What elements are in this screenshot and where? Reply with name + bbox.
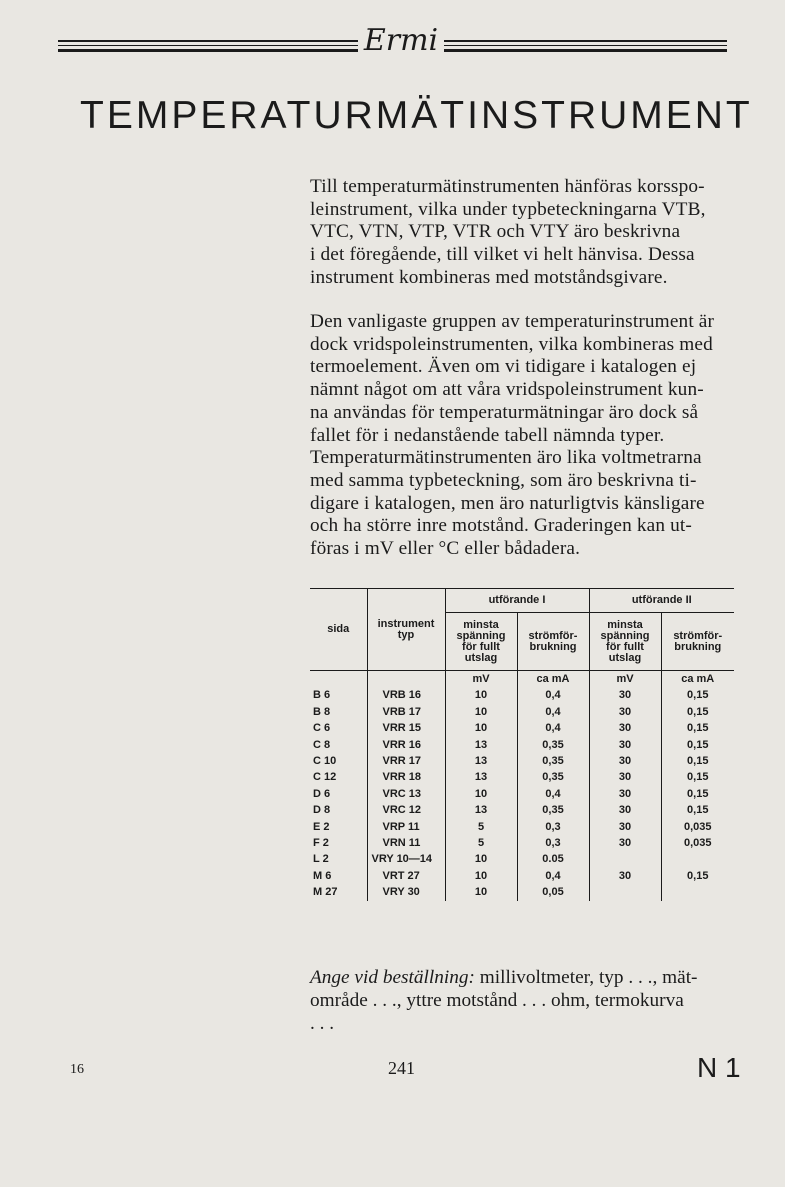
cell-voltage-2: 30 bbox=[589, 687, 661, 703]
col-header-instrument: instrument typ bbox=[367, 589, 445, 671]
cell-sida: C 6 bbox=[310, 720, 367, 736]
cell-typ: VRP 11 bbox=[367, 819, 445, 835]
cell-voltage-1: 10 bbox=[445, 868, 517, 884]
cell-voltage-2: 30 bbox=[589, 868, 661, 884]
cell-sida: C 10 bbox=[310, 753, 367, 769]
unit-cell: mV bbox=[445, 671, 517, 688]
cell-current-2: 0,035 bbox=[683, 820, 712, 833]
text-line: nämnt något om att våra vridspoleinstrument kun- bbox=[310, 379, 704, 401]
text-line: digare i katalogen, men äro naturligtvis känsligare bbox=[310, 492, 705, 514]
table-row bbox=[310, 835, 734, 851]
cell-voltage-2: 30 bbox=[589, 720, 661, 736]
cell-voltage-2: 30 bbox=[589, 737, 661, 753]
table-row bbox=[310, 687, 734, 703]
cell-voltage-2 bbox=[589, 851, 661, 867]
cell-voltage-1: 5 bbox=[445, 835, 517, 851]
cell-voltage-1: 13 bbox=[445, 737, 517, 753]
cell-current-1: 0,4 bbox=[517, 786, 589, 802]
empty-cell bbox=[367, 671, 445, 688]
cell-current-1: 0,4 bbox=[517, 704, 589, 720]
cell-current-1: 0,05 bbox=[517, 884, 589, 900]
cell-current-2: 0,15 bbox=[687, 804, 709, 817]
cell-current-2: 0,15 bbox=[687, 755, 709, 768]
cell-voltage-1: 13 bbox=[445, 769, 517, 785]
text-line: termoelement. Även om vi tidigare i katalogen ej bbox=[310, 356, 697, 378]
table-row bbox=[310, 819, 734, 835]
cell-current-1: 0.05 bbox=[517, 851, 589, 867]
table-row bbox=[310, 704, 734, 720]
cell-typ: VRB 17 bbox=[367, 704, 445, 720]
instrument-table bbox=[310, 588, 734, 901]
cell-current-2: 0,15 bbox=[687, 787, 709, 800]
cell-current-1: 0,3 bbox=[517, 835, 589, 851]
cell-current-2: 0,15 bbox=[687, 689, 709, 702]
order-line-3: . . . bbox=[310, 1013, 335, 1034]
cell-current-2: 0,15 bbox=[687, 869, 709, 882]
section-label: N 1 bbox=[697, 1052, 741, 1083]
instrument-table-wrapper bbox=[310, 588, 734, 901]
cell-voltage-2: 30 bbox=[589, 753, 661, 769]
order-line-2: område . . ., yttre motstånd . . . ohm, termokurva bbox=[310, 990, 684, 1011]
table-row bbox=[310, 868, 734, 884]
order-line-1 bbox=[310, 966, 742, 989]
cell-current-1: 0,4 bbox=[517, 720, 589, 736]
cell-typ: VRB 16 bbox=[367, 687, 445, 703]
cell-typ: VRR 15 bbox=[367, 720, 445, 736]
cell-current-2: 0,15 bbox=[687, 771, 709, 784]
cell-voltage-2: 30 bbox=[589, 819, 661, 835]
unit-cell: ca mA bbox=[517, 671, 589, 688]
cell-sida: E 2 bbox=[310, 819, 367, 835]
cell-voltage-2: 30 bbox=[589, 704, 661, 720]
cell-current-2 bbox=[661, 851, 734, 867]
cell-current-2 bbox=[661, 884, 734, 900]
intro-paragraph bbox=[310, 176, 742, 290]
cell-voltage-1: 10 bbox=[445, 704, 517, 720]
cell-voltage-2: 30 bbox=[589, 835, 661, 851]
table-row bbox=[310, 786, 734, 802]
cell-typ: VRR 16 bbox=[367, 737, 445, 753]
header-rule-right-3 bbox=[444, 49, 727, 52]
text-line: instrument kombineras med motståndsgivare. bbox=[310, 266, 668, 288]
text-line: Den vanligaste gruppen av temperaturinstrument är bbox=[310, 311, 715, 332]
cell-current-1: 0,35 bbox=[517, 737, 589, 753]
cell-typ: VRR 18 bbox=[367, 769, 445, 785]
cell-typ: VRY 30 bbox=[367, 884, 445, 900]
brand-logo: Ermi bbox=[363, 23, 439, 58]
text-line: leinstrument, vilka under typbeteckningarna VTB, bbox=[310, 198, 706, 220]
order-label: Ange vid beställning: bbox=[310, 967, 475, 988]
text-line: med samma typbeteckning, som äro beskrivna ti- bbox=[310, 469, 697, 491]
cell-current-2: 0,035 bbox=[683, 837, 712, 850]
empty-cell bbox=[310, 671, 367, 688]
cell-typ: VRN 11 bbox=[367, 835, 445, 851]
header-rule-left-1 bbox=[58, 40, 358, 42]
cell-sida: D 8 bbox=[310, 802, 367, 818]
table-row bbox=[310, 851, 734, 867]
header-rule-right-2 bbox=[444, 45, 727, 46]
cell-current-1: 0,35 bbox=[517, 802, 589, 818]
body-paragraph bbox=[310, 311, 742, 561]
text-line: fallet för i nedanstående tabell nämnda typer. bbox=[310, 424, 665, 446]
cell-sida: L 2 bbox=[310, 851, 367, 867]
cell-voltage-1: 10 bbox=[445, 786, 517, 802]
order-note bbox=[310, 966, 742, 1035]
cell-sida: C 12 bbox=[310, 769, 367, 785]
cell-current-2: 0,15 bbox=[687, 722, 709, 735]
subheader-voltage-2: minsta spänning för fullt utslag bbox=[589, 613, 661, 671]
table-row bbox=[310, 884, 734, 900]
cell-sida: C 8 bbox=[310, 737, 367, 753]
header-rule-right-1 bbox=[444, 40, 727, 42]
cell-current-1: 0,4 bbox=[517, 868, 589, 884]
cell-typ: VRR 17 bbox=[367, 753, 445, 769]
corner-number: 16 bbox=[70, 1062, 84, 1077]
subheader-current-2: strömför-brukning bbox=[661, 613, 734, 671]
cell-current-2: 0,15 bbox=[687, 705, 709, 718]
cell-typ: VRC 13 bbox=[367, 786, 445, 802]
text-line: na användas för temperaturmätningar äro dock så bbox=[310, 401, 699, 423]
table-body bbox=[310, 671, 734, 901]
cell-sida: M 27 bbox=[310, 884, 367, 900]
text-line: dock vridspoleinstrumenten, vilka kombineras med bbox=[310, 333, 713, 355]
table-row bbox=[310, 720, 734, 736]
group-header-2: utförande II bbox=[589, 589, 734, 613]
cell-current-2: 0,15 bbox=[687, 738, 709, 751]
text-line: och ha större inre motstånd. Graderingen kan ut- bbox=[310, 515, 692, 537]
cell-voltage-2: 30 bbox=[589, 786, 661, 802]
cell-voltage-2: 30 bbox=[589, 769, 661, 785]
subheader-current-1: strömför-brukning bbox=[517, 613, 589, 671]
cell-voltage-1: 13 bbox=[445, 802, 517, 818]
cell-sida: F 2 bbox=[310, 835, 367, 851]
table-row bbox=[310, 737, 734, 753]
cell-current-1: 0,3 bbox=[517, 819, 589, 835]
text-line: föras i mV eller °C eller bådadera. bbox=[310, 538, 581, 560]
cell-voltage-1: 10 bbox=[445, 851, 517, 867]
order-line-1-rest: millivoltmeter, typ . . ., mät- bbox=[474, 967, 698, 988]
cell-current-1: 0,4 bbox=[517, 687, 589, 703]
cell-typ: VRT 27 bbox=[367, 868, 445, 884]
text-line: i det föregående, till vilket vi helt hänvisa. Dessa bbox=[310, 244, 695, 266]
text-line: Till temperaturmätinstrumenten hänföras korsspo- bbox=[310, 176, 705, 197]
cell-typ: VRY 10—14 bbox=[367, 851, 445, 867]
cell-sida: B 8 bbox=[310, 704, 367, 720]
cell-sida: B 6 bbox=[310, 687, 367, 703]
cell-voltage-1: 10 bbox=[445, 720, 517, 736]
cell-voltage-2 bbox=[589, 884, 661, 900]
header-rule-left-2 bbox=[58, 45, 358, 46]
page-number: 241 bbox=[388, 1058, 415, 1078]
cell-sida: D 6 bbox=[310, 786, 367, 802]
table-row bbox=[310, 802, 734, 818]
cell-voltage-2: 30 bbox=[589, 802, 661, 818]
cell-voltage-1: 10 bbox=[445, 687, 517, 703]
cell-sida: M 6 bbox=[310, 868, 367, 884]
cell-current-1: 0,35 bbox=[517, 753, 589, 769]
text-line: Temperaturmätinstrumenten äro lika voltmetrarna bbox=[310, 447, 702, 469]
header-rule-left-3 bbox=[58, 49, 358, 52]
cell-current-1: 0,35 bbox=[517, 769, 589, 785]
cell-voltage-1: 10 bbox=[445, 884, 517, 900]
table-row bbox=[310, 753, 734, 769]
unit-cell: mV bbox=[589, 671, 661, 688]
table-row bbox=[310, 769, 734, 785]
subheader-voltage-1: minsta spänning för fullt utslag bbox=[445, 613, 517, 671]
unit-cell: ca mA bbox=[681, 673, 715, 685]
cell-voltage-1: 5 bbox=[445, 819, 517, 835]
cell-typ: VRC 12 bbox=[367, 802, 445, 818]
text-line: VTC, VTN, VTP, VTR och VTY äro beskrivna bbox=[310, 221, 681, 243]
cell-voltage-1: 13 bbox=[445, 753, 517, 769]
page-title: TEMPERATURMÄTINSTRUMENT bbox=[80, 94, 753, 137]
group-header-1: utförande I bbox=[445, 589, 589, 613]
col-header-sida: sida bbox=[310, 589, 367, 671]
